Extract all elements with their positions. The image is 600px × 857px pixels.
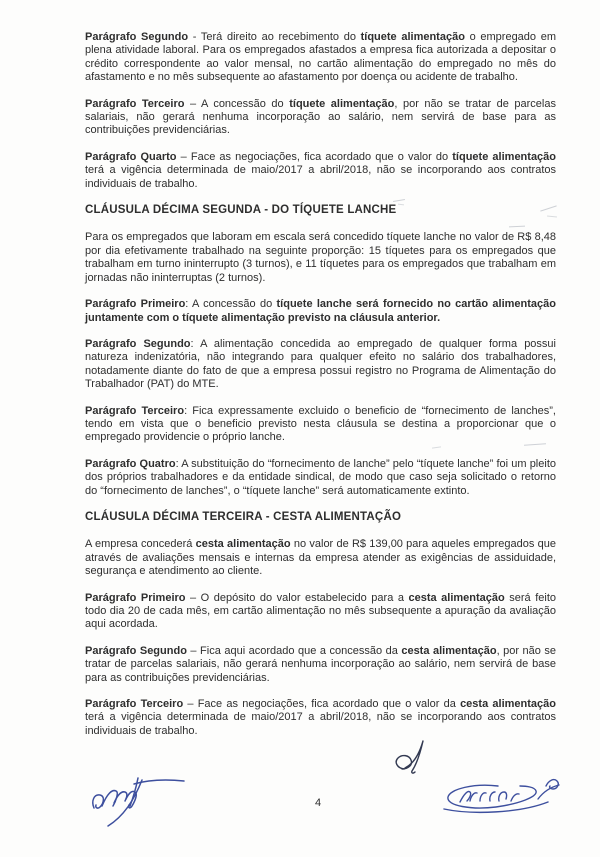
paragraph-quarto-tiquete-alimentacao: Parágrafo Quarto – Face as negociações, fica acordado que o valor do tíquete alimentação terá a vigência determinada de maio/2017 a abril/2018, não se incorporando aos contratos individuais de trabalho. [85, 150, 557, 190]
signature-right [440, 777, 566, 817]
paragraph-segundo-tiquete-alimentacao: Parágrafo Segundo - Terá direito ao recebimento do tíquete alimentação o empregado em plena atividade laboral. Para os empregados afastados a empresa fica autorizada a depositar o crédito correspondente ao valor mensal, no cartão alimentação do empregado no mês do afastamento e no mês subsequente ao afastamento por doença ou acidente de trabalho. [85, 31, 556, 84]
document-body [85, 31, 556, 751]
paragraph-caput-cesta-alimentacao: A empresa concederá cesta alimentação no valor de R$ 139,00 para aqueles empregados que através de avaliações mensais e internas da empresa atender as exigências de assiduidade, segurança e atendimento ao cliente. [85, 538, 556, 578]
paragraph-segundo-tiquete-lanche: Parágrafo Segundo: A alimentação concedida ao empregado de qualquer forma possui natureza indenizatória, não integrando para qualquer efeito no salário dos trabalhadores, notadamente diante do fato de que a empresa possui registro no Programa de Alimentação do Trabalhador (PAT) do MTE. [85, 337, 556, 391]
page-number: 4 [314, 797, 322, 809]
paragraph-caput-tiquete-lanche: Para os empregados que laboram em escala será concedido tíquete lanche no valor de R$ 8,48 por dia efetivamente trabalhado na seguinte proporção: 15 tíquetes para os empregados que trabalham em turno ininterrupto (3 turnos), e 11 tíquetes para os empregados que trabalham em jornadas não ininterruptas (2 turnos). [85, 231, 556, 284]
paragraph-terceiro-cesta-alimentacao: Parágrafo Terceiro – Face as negociações, fica acordado que o valor da cesta alimentação terá a vigência determinada de maio/2017 a abril/2018, não se incorporando aos contratos individuais de trabalho. [85, 698, 556, 737]
paragraph-primeiro-cesta-alimentacao: Parágrafo Primeiro – O depósito do valor estabelecido para a cesta alimentação será feito todo dia 20 de cada mês, em cartão alimentação no mês subsequente a apuração da avaliação aqui acordada. [85, 591, 556, 631]
paragraph-primeiro-tiquete-lanche: Parágrafo Primeiro: A concessão do tíquete lanche será fornecido no cartão alimentação juntamente com o tíquete alimentação previsto na cláusula anterior. [85, 298, 557, 324]
signature-flourish-center [392, 737, 426, 777]
signature-left [90, 772, 190, 830]
paragraph-terceiro-tiquete-lanche: Parágrafo Terceiro: Fica expressamente excluido o beneficio de “fornecimento de lanches”, tendo em vista que o beneficio previsto nesta cláusula se destina a proporcionar que o empregado providencie o próprio lanche. [85, 404, 556, 444]
paragraph-quatro-tiquete-lanche: Parágrafo Quatro: A substituição do “fornecimento de lanche” pelo “tíquete lanche” foi um pleito dos próprios trabalhadores e da entidade sindical, de modo que caso seja solicitado o retorno do “fornecimento de lanches”, o “tíquete lanche” será automaticamente extinto. [85, 457, 556, 497]
paragraph-terceiro-tiquete-alimentacao: Parágrafo Terceiro – A concessão do tíquete alimentação, por não se tratar de parcelas salariais, não gerará nenhuma incorporação ao salário, nem servirá de base para as contribuições previdenciárias. [85, 97, 556, 137]
clause-heading-decima-terceira: CLÁUSULA DÉCIMA TERCEIRA - CESTA ALIMENTAÇÃO [85, 510, 402, 523]
paragraph-segundo-cesta-alimentacao: Parágrafo Segundo – Fica aqui acordado que a concessão da cesta alimentação, por não se tratar de parcelas salariais, não gerará nenhuma incorporação ao salário, nem servirá de base para as contribuições previdenciárias. [85, 644, 557, 684]
clause-heading-decima-segunda: CLÁUSULA DÉCIMA SEGUNDA - DO TÍQUETE LANCHE [85, 204, 397, 217]
